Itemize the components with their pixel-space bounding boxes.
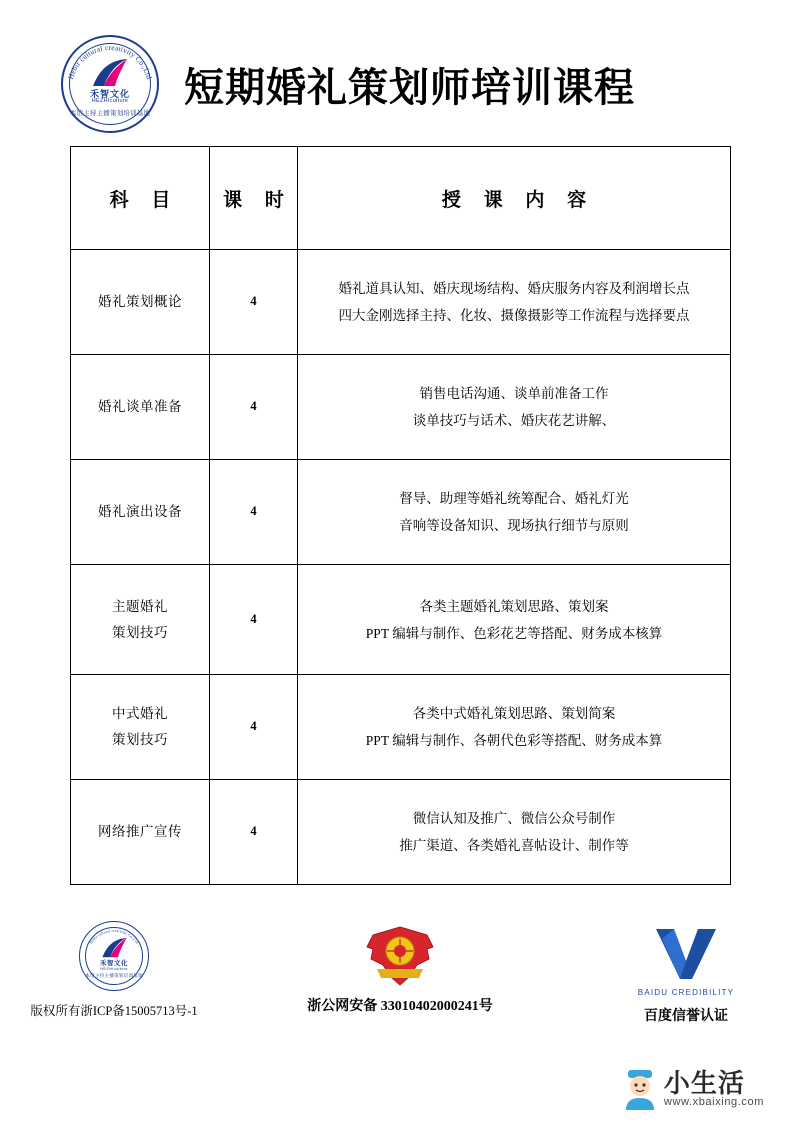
subject-line: 婚礼演出设备 bbox=[98, 504, 182, 520]
content-line: 音响等设备知识、现场执行细节与原则 bbox=[399, 518, 629, 533]
cell-content bbox=[298, 355, 731, 460]
cell-subject bbox=[71, 460, 210, 565]
logo-swoosh-icon bbox=[91, 58, 129, 88]
cell-hours: 4 bbox=[210, 780, 298, 885]
logo-tagline: 本馆主持主播策划培训基地 bbox=[69, 110, 151, 117]
content-line: 婚礼道具认知、婚庆现场结构、婚庆服务内容及利润增长点 bbox=[338, 281, 690, 296]
subject-line: 中式婚礼 bbox=[112, 706, 168, 722]
police-record-text[interactable]: 浙公网安备 33010402000241号 bbox=[307, 999, 493, 1014]
subject-line: 策划技巧 bbox=[112, 624, 168, 640]
subject-line: 网络推广宣传 bbox=[98, 824, 182, 840]
cell-content bbox=[298, 565, 731, 675]
logo-tagline: 本馆主持主播策划培训基地 bbox=[85, 973, 143, 978]
subject-line: 策划技巧 bbox=[112, 732, 168, 747]
content-line: 四大金刚选择主持、化妆、摄像摄影等工作流程与选择要点 bbox=[338, 308, 690, 323]
table-row bbox=[71, 250, 731, 355]
content-line: 谈单技巧与话术、婚庆花艺讲解、 bbox=[412, 413, 616, 428]
content-line: 各类中式婚礼策划思路、策划简案 bbox=[412, 706, 616, 721]
footer-badges bbox=[0, 919, 800, 1025]
logo-name-en: HEZHIculture bbox=[91, 98, 129, 104]
cell-hours: 4 bbox=[210, 250, 298, 355]
content-line: 推广渠道、各类婚礼喜帖设计、制作等 bbox=[399, 838, 629, 853]
logo-name-en: HEZHIculture bbox=[100, 966, 128, 971]
cell-subject bbox=[71, 565, 210, 675]
cell-hours: 4 bbox=[210, 460, 298, 565]
icp-license-text[interactable]: 版权所有浙ICP备15005713号-1 bbox=[30, 1004, 198, 1018]
header-content: 授 课 内 容 bbox=[298, 147, 731, 250]
cell-content bbox=[298, 780, 731, 885]
logo-swoosh-icon bbox=[101, 937, 128, 959]
table-row bbox=[71, 460, 731, 565]
badge-icp bbox=[14, 919, 214, 1019]
document-header bbox=[0, 0, 800, 117]
logo-name-cn: 禾智文化 bbox=[100, 960, 128, 967]
page-title: 短期婚礼策划师培训课程 bbox=[184, 64, 635, 110]
cell-content bbox=[298, 675, 731, 780]
baidu-credibility-text[interactable]: 百度信誉认证 bbox=[644, 1009, 728, 1024]
course-table bbox=[70, 146, 731, 885]
cell-subject bbox=[71, 355, 210, 460]
watermark-text bbox=[664, 1070, 764, 1109]
company-seal-icon bbox=[77, 919, 151, 993]
table-row bbox=[71, 355, 731, 460]
content-line: 微信认知及推广、微信公众号制作 bbox=[412, 811, 616, 826]
content-line: PPT 编辑与制作、各朝代色彩等搭配、财务成本算 bbox=[365, 733, 663, 748]
badge-police bbox=[300, 919, 500, 1015]
header-subject: 科 目 bbox=[71, 147, 210, 250]
mascot-icon bbox=[622, 1068, 658, 1110]
content-line: 督导、助理等婚礼统筹配合、婚礼灯光 bbox=[399, 491, 629, 506]
cell-content bbox=[298, 250, 731, 355]
table-row bbox=[71, 675, 731, 780]
site-watermark bbox=[622, 1068, 764, 1110]
subject-line: 主题婚礼 bbox=[112, 598, 168, 614]
course-table-wrapper bbox=[70, 146, 730, 885]
content-line: 各类主题婚礼策划思路、策划案 bbox=[419, 598, 609, 614]
subject-line: 婚礼策划概论 bbox=[98, 294, 182, 310]
table-header-row bbox=[71, 147, 731, 250]
badge-baidu bbox=[586, 919, 786, 1025]
content-line: 销售电话沟通、谈单前准备工作 bbox=[419, 386, 609, 401]
logo-arc-label: Hebir cultural creativity Co.,Ltd bbox=[88, 928, 140, 945]
logo-name-cn: 禾智文化 bbox=[89, 89, 130, 99]
header-hours: 课 时 bbox=[210, 147, 298, 250]
watermark-url: www.xbaixing.com bbox=[663, 1095, 764, 1108]
cell-hours: 4 bbox=[210, 355, 298, 460]
baidu-credibility-icon bbox=[650, 925, 722, 981]
table-row bbox=[71, 780, 731, 885]
cell-hours: 4 bbox=[210, 675, 298, 780]
logo-arc-label: Hebir cultural creativity Co.,Ltd bbox=[66, 42, 154, 81]
cell-content bbox=[298, 460, 731, 565]
watermark-title: 小生活 bbox=[663, 1068, 745, 1098]
cell-subject bbox=[71, 250, 210, 355]
baidu-caption-en: BAIDU CREDIBILITY bbox=[637, 988, 735, 997]
content-line: PPT 编辑与制作、色彩花艺等搭配、财务成本核算 bbox=[365, 625, 663, 641]
police-emblem-icon bbox=[357, 925, 443, 987]
cell-hours: 4 bbox=[210, 565, 298, 675]
subject-line: 婚礼谈单准备 bbox=[98, 399, 182, 415]
company-logo-icon bbox=[58, 32, 162, 136]
cell-subject bbox=[71, 675, 210, 780]
cell-subject bbox=[71, 780, 210, 885]
table-row bbox=[71, 565, 731, 675]
